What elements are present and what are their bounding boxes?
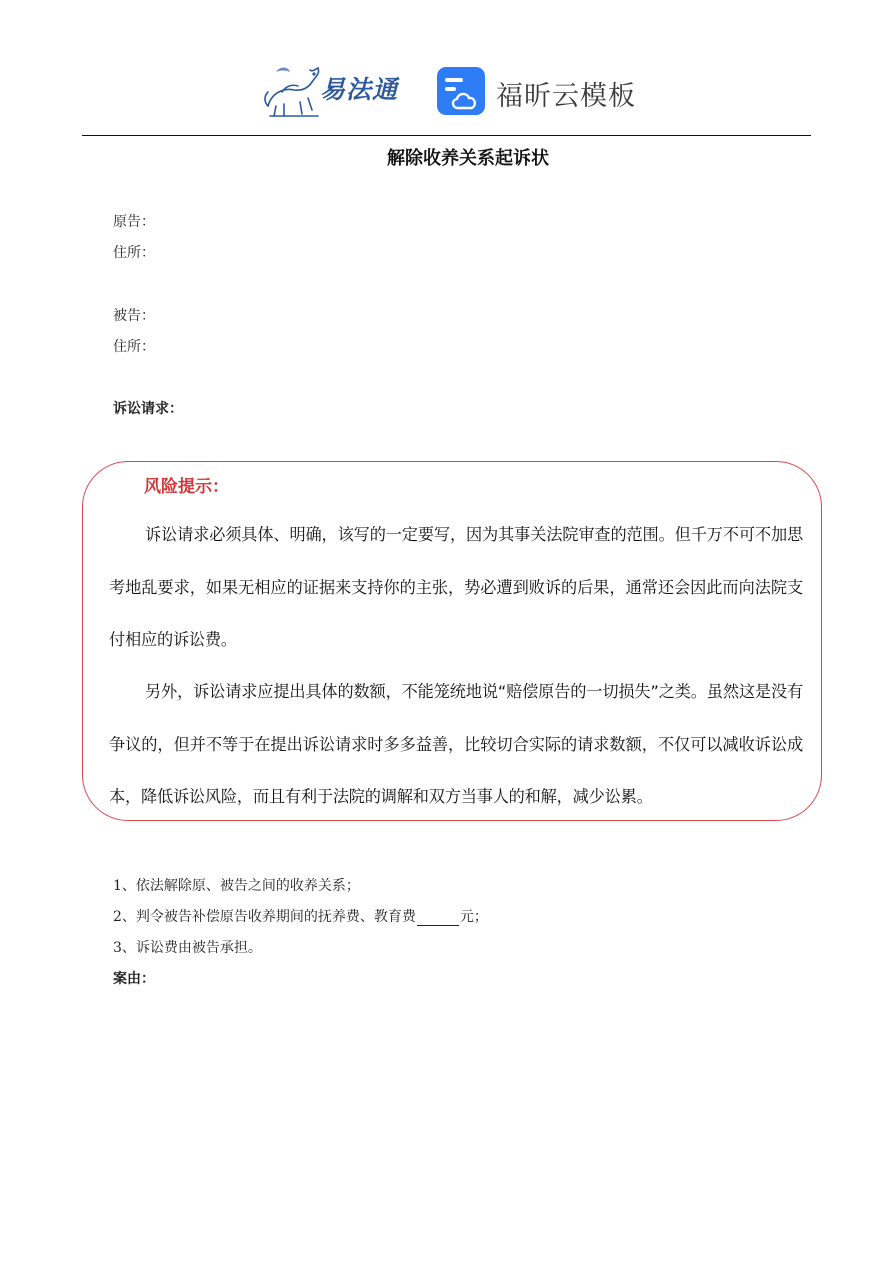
risk-notice-paragraph-1: 诉讼请求必须具体、明确，该写的一定要写，因为其事关法院审查的范围。但千万不可不加思考地乱要求，如果无相应的证据来支持你的主张，势必遭到败诉的后果，通常还会因此而向法院支付相应的诉讼费。 — [109, 525, 803, 649]
claim-item-1: 1、依法解除原、被告之间的收养关系； — [113, 878, 360, 894]
yifatong-logo — [262, 62, 412, 120]
defendant-address-label: 住所： — [113, 339, 155, 355]
fuxin-wordmark: 福昕云模板 — [496, 81, 636, 112]
fuxin-template-logo — [436, 64, 636, 120]
claims-heading: 诉讼请求： — [113, 401, 183, 417]
plaintiff-label: 原告： — [113, 214, 155, 230]
header-divider — [82, 135, 811, 136]
claim-item-2-unit: 元； — [459, 909, 488, 925]
document-title: 解除收养关系起诉状 — [387, 148, 549, 169]
amount-blank — [417, 911, 459, 926]
qilin-icon — [262, 62, 322, 120]
cloud-document-icon — [436, 66, 486, 116]
risk-notice-paragraph-2: 另外，诉讼请求应提出具体的数额，不能笼统地说“赔偿原告的一切损失”之类。虽然这是没有争议的，但并不等于在提出诉讼请求时多多益善，比较切合实际的请求数额，不仅可以减收诉讼成本，降低诉讼风险，而且有利于法院的调解和双方当事人的和解，减少讼累。 — [109, 682, 803, 806]
claim-item-2-text: 2、判令被告补偿原告收养期间的抚养费、教育费 — [113, 909, 416, 925]
header-logos — [0, 60, 893, 124]
plaintiff-address-label: 住所： — [113, 245, 155, 261]
risk-notice-title: 风险提示： — [144, 477, 229, 497]
claim-item-3: 3、诉讼费由被告承担。 — [113, 940, 262, 956]
claim-item-2 — [113, 906, 488, 926]
defendant-label: 被告： — [113, 308, 155, 324]
cause-label: 案由： — [113, 971, 155, 987]
yifatong-wordmark: 易法通 — [320, 75, 399, 104]
